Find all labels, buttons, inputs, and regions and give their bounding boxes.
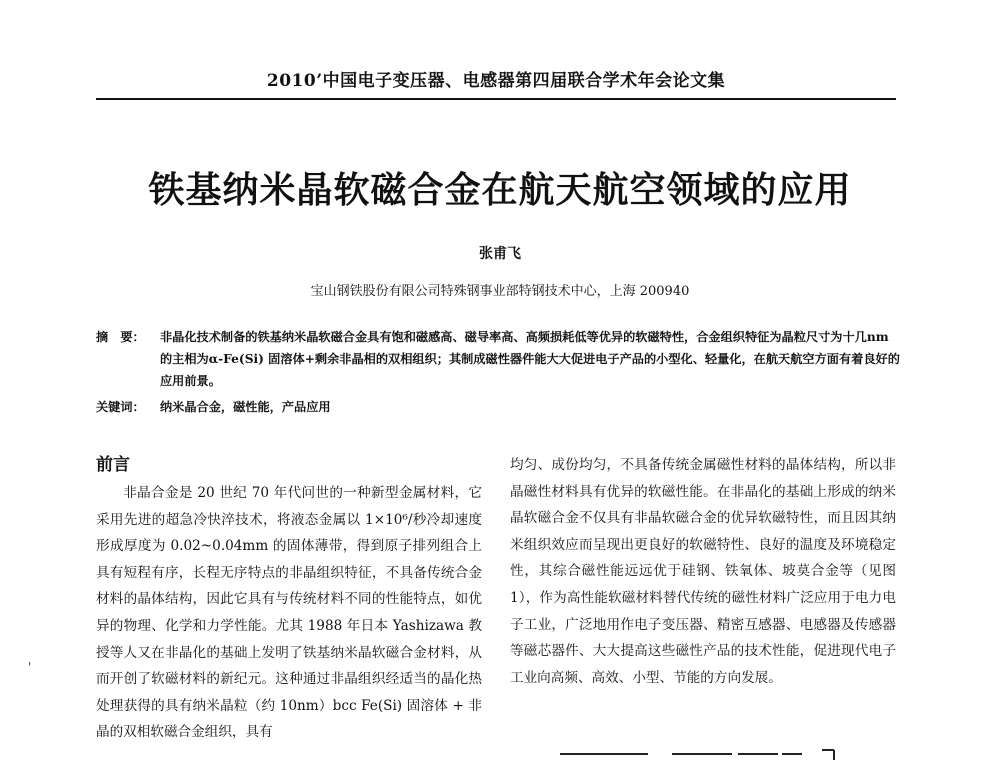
header-rule (96, 98, 896, 100)
abstract-text: 非晶化技术制备的铁基纳米晶软磁合金具有饱和磁感高、磁导率高、高频损耗低等优异的软磁特性，合金组织特征为晶粒尺寸为十几nm的主相为α-Fe(Si) 固溶体+剩余非晶相的双相组织；其制成磁性器件能大大促进电子产品的小型化、轻量化，在航天航空方面有着良好的应用前景。 (160, 330, 900, 388)
figure-1-top-edge (552, 744, 852, 760)
keywords-label: 关键词： (96, 400, 145, 414)
left-column (96, 452, 482, 746)
paper-title: 铁基纳米晶软磁合金在航天航空领域的应用 (148, 169, 852, 211)
scan-artifact: ' (28, 660, 32, 674)
keywords-block (96, 396, 900, 418)
author-name: 张甫飞 (479, 246, 521, 262)
running-header: 2010’中国电子变压器、电感器第四届联合学术年会论文集 (266, 71, 726, 91)
intro-paragraph-continued: 均匀、成份均匀，不具备传统金属磁性材料的晶体结构，所以非晶磁性材料具有优异的软磁性能。在非晶化的基础上形成的纳米晶软磁合金不仅具有非晶软磁合金的优异软磁特性，而且因其纳米组织效应而呈现出更良好的软磁特性、良好的温度及环境稳定性，其综合磁性能远远优于硅钢、铁氧体、坡莫合金等（见图 1），作为高性能软磁材料替代传统的磁性材料广泛应用于电力电子工业，广泛地用作电子变压器、精密互感器、电感器及传感器等磁芯器件、大大提高这些磁性产品的技术性能，促进现代电子工业向高频、高效、小型、节能的方向发展。 (510, 457, 896, 686)
right-column (510, 452, 896, 691)
section-heading: 前言 (96, 455, 130, 475)
intro-paragraph: 非晶合金是 20 世纪 70 年代问世的一种新型金属材料，它采用先进的超急冷快淬技术，将液态金属以 1×10⁶/秒冷却速度形成厚度为 0.02~0.04mm 的固体薄带，得到原子排列组合上具有短程有序，长程无序特点的非晶组织特征，不具备传统合金材料的晶体结构，因此它具有与传统材料不同的性能特点，如优异的物理、化学和力学性能。尤其 1988 年日本 Yashizawa 教授等人又在非晶化的基础上发明了铁基纳米晶软磁合金材料，从而开创了软磁材料的新纪元。这种通过非晶组织经适当的晶化热处理获得的具有纳米晶粒（约 10nm）bcc Fe(Si) 固溶体 + 非晶的双相软磁合金组织，具有 (96, 485, 482, 741)
keywords-text: 纳米晶合金，磁性能，产品应用 (160, 400, 331, 414)
abstract-block (96, 326, 900, 392)
author-affiliation: 宝山钢铁股份有限公司特殊钢事业部特钢技术中心，上海 200940 (310, 284, 690, 299)
figure-1-fragment (552, 744, 852, 760)
abstract-label: 摘 要： (96, 330, 145, 344)
